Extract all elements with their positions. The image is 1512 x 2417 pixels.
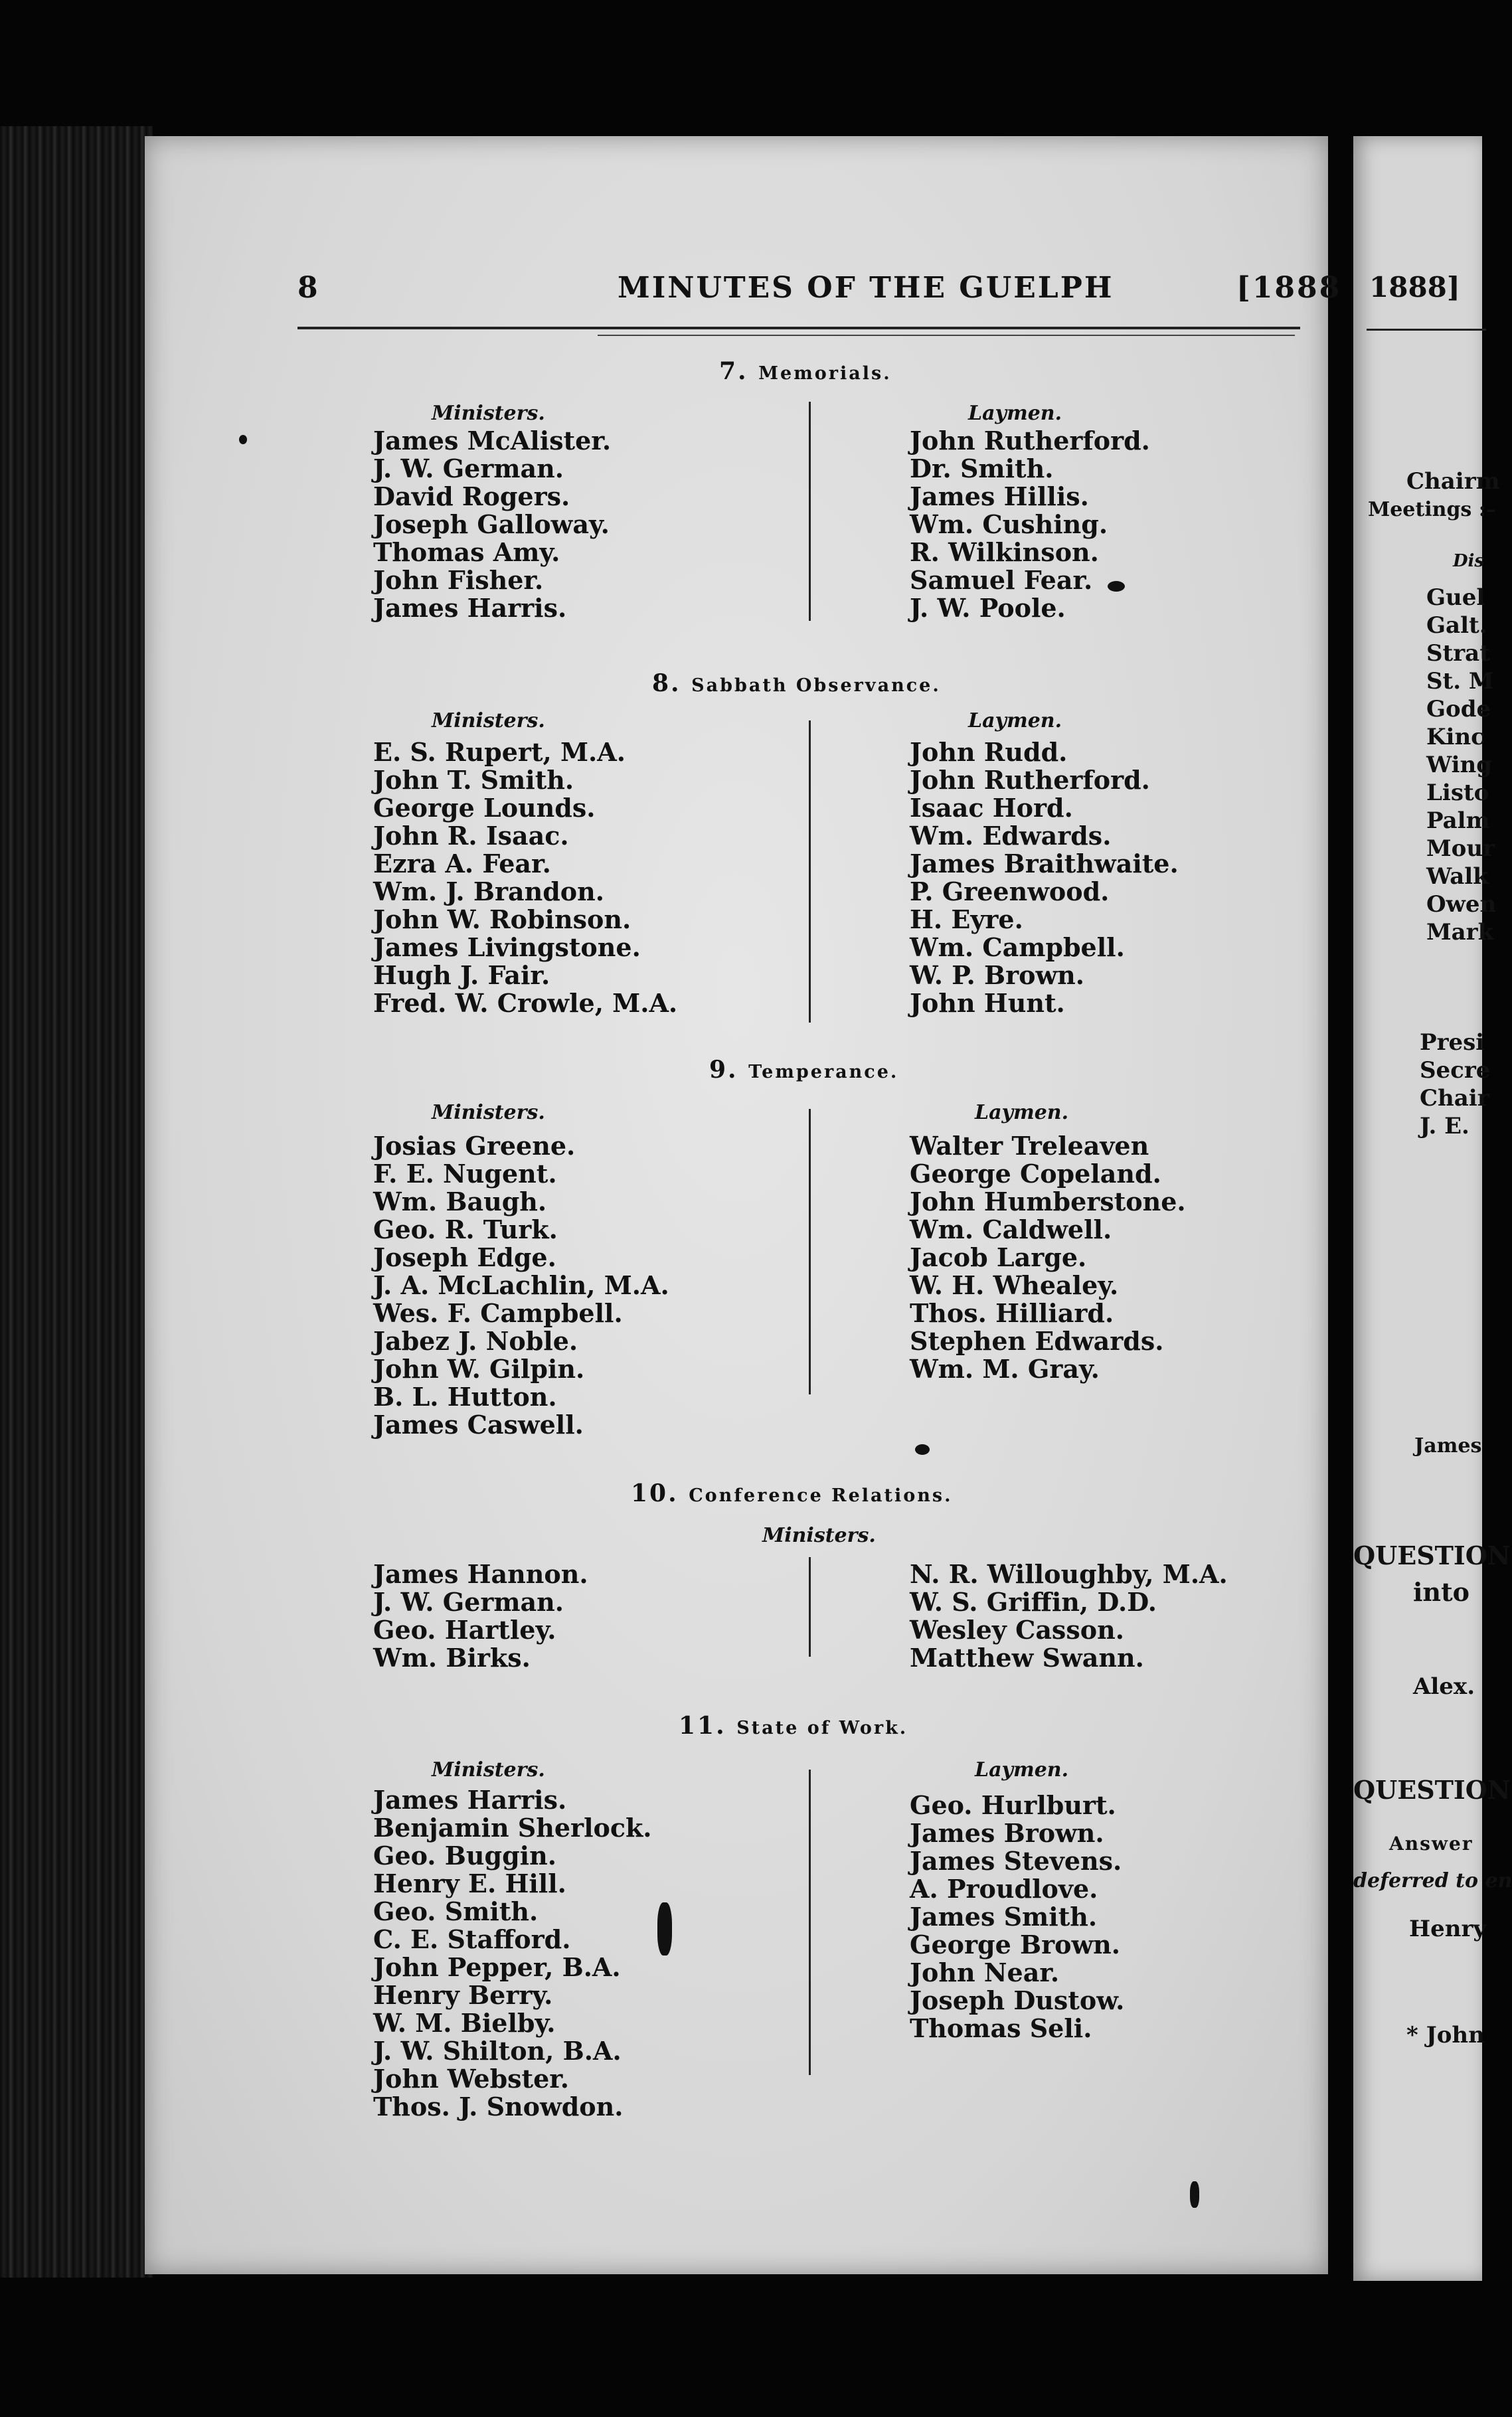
laymen-heading: Laymen.: [968, 402, 1062, 425]
laymen-list: [910, 427, 1150, 622]
list-item: J. W. German.: [373, 1587, 564, 1617]
section-10-title: [631, 1479, 953, 1507]
list-item: John Rudd.: [910, 737, 1068, 767]
laymen-list: [910, 738, 1179, 1017]
section-label: Temperance.: [748, 1062, 899, 1082]
list-item: James Stevens.: [910, 1846, 1122, 1876]
list-item: John W. Robinson.: [373, 904, 631, 934]
list-item: James Smith.: [910, 1902, 1098, 1932]
list-item: Wm. Baugh.: [373, 1187, 547, 1216]
list-item: J. W. German.: [373, 454, 564, 483]
column-divider: [809, 1109, 811, 1394]
ink-speck: [239, 435, 247, 444]
ministers-heading: Ministers.: [432, 709, 545, 732]
page-title: MINUTES OF THE GUELPH: [618, 271, 1114, 305]
list-item: N. R. Willoughby, M.A.: [910, 1559, 1228, 1589]
facing-fragment: Answer: [1389, 1833, 1473, 1855]
facing-fragment: QUESTION: [1353, 1541, 1511, 1570]
facing-fragment: Alex.: [1413, 1673, 1475, 1700]
list-item: Thomas Amy.: [373, 537, 560, 567]
ink-speck: [915, 1444, 930, 1455]
ink-speck: [1190, 2181, 1199, 2208]
list-item: John Webster.: [373, 2064, 570, 2094]
list-item: Henry E. Hill.: [373, 1869, 566, 1898]
section-9-title: [709, 1056, 898, 1084]
list-item: Walter Treleaven: [910, 1131, 1149, 1161]
facing-page: [1353, 136, 1512, 2281]
list-item: Joseph Galloway.: [373, 509, 610, 539]
laymen-heading: Laymen.: [968, 709, 1062, 732]
laymen-list: [910, 1132, 1186, 1383]
list-item: John Pepper, B.A.: [373, 1952, 621, 1982]
list-item: James Hannon.: [373, 1559, 588, 1589]
list-item: George Lounds.: [373, 793, 596, 823]
section-number: 9.: [709, 1056, 738, 1084]
laymen-heading: Laymen.: [975, 1758, 1069, 1782]
list-item: John Rutherford.: [910, 426, 1150, 456]
section-number: 10.: [631, 1479, 679, 1507]
list-item: John Rutherford.: [910, 765, 1150, 795]
section-label: Conference Relations.: [689, 1485, 953, 1506]
list-item: A. Proudlove.: [910, 1874, 1098, 1904]
list-item: James Harris.: [373, 1785, 567, 1815]
facing-fragment: into: [1413, 1577, 1470, 1607]
list-item: Wm. Edwards.: [910, 821, 1112, 851]
list-item: Wm. M. Gray.: [910, 1354, 1100, 1384]
facing-fragment: Listo: [1426, 780, 1489, 806]
ministers-list: [373, 1786, 652, 2121]
list-item: W. M. Bielby.: [373, 2008, 556, 2038]
list-item: John Near.: [910, 1958, 1060, 1987]
facing-fragment: Gode: [1426, 696, 1491, 722]
facing-fragment: James: [1414, 1434, 1482, 1458]
list-item: John W. Gilpin.: [373, 1354, 585, 1384]
page-number: 8: [297, 271, 320, 305]
list-item: C. E. Stafford.: [373, 1924, 571, 1954]
facing-fragment: Meetings :–: [1368, 498, 1496, 521]
list-item: John R. Isaac.: [373, 821, 569, 851]
list-item: Wm. J. Brandon.: [373, 876, 604, 906]
facing-fragment: Strat: [1426, 640, 1490, 667]
ministers-heading: Ministers.: [432, 1101, 545, 1124]
column-divider: [809, 1557, 811, 1657]
facing-fragment: J. E.: [1420, 1113, 1470, 1139]
list-item: Thos. J. Snowdon.: [373, 2092, 624, 2122]
facing-fragment: Henry: [1409, 1916, 1487, 1942]
list-item: E. S. Rupert, M.A.: [373, 737, 626, 767]
facing-fragment: * John: [1406, 2022, 1485, 2048]
section-number: 11.: [679, 1712, 726, 1740]
facing-fragment: Mour: [1426, 835, 1495, 862]
section-11-title: [679, 1712, 908, 1740]
list-item: Isaac Hord.: [910, 793, 1073, 823]
list-item: Geo. Smith.: [373, 1896, 539, 1926]
book-page-edges: [0, 126, 153, 2278]
list-item: James Hillis.: [910, 481, 1089, 511]
ink-speck: [1108, 581, 1125, 592]
list-item: Wesley Casson.: [910, 1615, 1124, 1645]
list-item: Fred. W. Crowle, M.A.: [373, 988, 678, 1018]
list-item: Jabez J. Noble.: [373, 1326, 578, 1356]
list-item: John Hunt.: [910, 988, 1065, 1018]
facing-fragment: Guel: [1426, 584, 1485, 611]
list-item: Wm. Caldwell.: [910, 1214, 1112, 1244]
list-item: Geo. Hurlburt.: [910, 1790, 1116, 1820]
list-item: Wm. Birks.: [373, 1643, 531, 1673]
list-item: R. Wilkinson.: [910, 537, 1099, 567]
ink-blot: [657, 1902, 672, 1956]
column-divider: [809, 720, 811, 1023]
list-item: W. H. Whealey.: [910, 1270, 1119, 1300]
facing-year: 1888]: [1369, 271, 1460, 303]
list-item: James Braithwaite.: [910, 849, 1179, 878]
section-label: Memorials.: [758, 363, 892, 384]
list-item: James Caswell.: [373, 1410, 584, 1440]
ministers-list: [373, 738, 677, 1017]
list-item: Ezra A. Fear.: [373, 849, 551, 878]
list-item: W. P. Brown.: [910, 960, 1085, 990]
list-item: Matthew Swann.: [910, 1643, 1144, 1673]
ministers-list: [373, 427, 611, 622]
facing-fragment: Chair: [1420, 1085, 1489, 1112]
ministers-list: [373, 1132, 669, 1439]
list-item: Henry Berry.: [373, 1980, 553, 2010]
list-item: F. E. Nugent.: [373, 1159, 557, 1189]
facing-fragment: Mark: [1426, 919, 1494, 946]
facing-fragment: deferred to en: [1353, 1869, 1512, 1892]
ministers-list-right: [910, 1560, 1228, 1672]
section-number: 7.: [719, 357, 748, 385]
ministers-list-left: [373, 1560, 588, 1672]
section-8-title: [652, 669, 941, 697]
facing-fragment: QUESTION: [1353, 1775, 1511, 1805]
section-number: 8.: [652, 669, 681, 697]
facing-fragment: Wing: [1426, 752, 1492, 778]
list-item: Josias Greene.: [373, 1131, 576, 1161]
list-item: Wm. Campbell.: [910, 932, 1125, 962]
facing-fragment: Secre: [1420, 1057, 1491, 1084]
facing-fragment: Galt.: [1426, 612, 1487, 639]
list-item: John Humberstone.: [910, 1187, 1186, 1216]
list-item: B. L. Hutton.: [373, 1382, 557, 1412]
header-rule: [297, 327, 1300, 329]
year-bracket: [1888: [1236, 271, 1342, 305]
list-item: Joseph Edge.: [373, 1242, 556, 1272]
list-item: Geo. Buggin.: [373, 1841, 556, 1871]
column-divider: [809, 1770, 811, 2075]
list-item: Dr. Smith.: [910, 454, 1054, 483]
list-item: Thomas Seli.: [910, 2013, 1092, 2043]
list-item: W. S. Griffin, D.D.: [910, 1587, 1157, 1617]
facing-header-rule: [1367, 329, 1486, 331]
facing-fragment: Kinc: [1426, 724, 1485, 750]
list-item: James Livingstone.: [373, 932, 641, 962]
section-7-title: [719, 357, 892, 385]
facing-fragment: Dis: [1453, 551, 1485, 571]
laymen-list: [910, 1792, 1124, 2042]
ministers-heading: Ministers.: [762, 1524, 876, 1547]
column-divider: [809, 402, 811, 621]
list-item: J. W. Shilton, B.A.: [373, 2036, 622, 2066]
list-item: P. Greenwood.: [910, 876, 1110, 906]
facing-fragment: St. M: [1426, 668, 1494, 695]
list-item: James Harris.: [373, 593, 567, 623]
header-rule-thin: [598, 335, 1295, 336]
list-item: Hugh J. Fair.: [373, 960, 550, 990]
list-item: J. W. Poole.: [910, 593, 1066, 623]
list-item: James Brown.: [910, 1818, 1104, 1848]
laymen-heading: Laymen.: [975, 1101, 1069, 1124]
list-item: Stephen Edwards.: [910, 1326, 1164, 1356]
list-item: Geo. Hartley.: [373, 1615, 556, 1645]
list-item: John Fisher.: [373, 565, 544, 595]
list-item: Wm. Cushing.: [910, 509, 1108, 539]
list-item: George Brown.: [910, 1930, 1121, 1959]
list-item: Jacob Large.: [910, 1242, 1087, 1272]
facing-fragment: Owen: [1426, 891, 1497, 918]
list-item: Thos. Hilliard.: [910, 1298, 1114, 1328]
facing-fragment: Palm: [1426, 807, 1490, 834]
list-item: Joseph Dustow.: [910, 1985, 1125, 2015]
list-item: Geo. R. Turk.: [373, 1214, 558, 1244]
list-item: James McAlister.: [373, 426, 612, 456]
facing-fragment: Presi: [1420, 1029, 1485, 1056]
facing-fragment: Chairm: [1406, 468, 1500, 495]
list-item: Wes. F. Campbell.: [373, 1298, 623, 1328]
section-label: Sabbath Observance.: [691, 675, 941, 696]
list-item: Samuel Fear.: [910, 565, 1093, 595]
list-item: John T. Smith.: [373, 765, 574, 795]
ministers-heading: Ministers.: [432, 402, 545, 425]
section-label: State of Work.: [736, 1718, 908, 1738]
list-item: J. A. McLachlin, M.A.: [373, 1270, 669, 1300]
list-item: David Rogers.: [373, 481, 570, 511]
list-item: H. Eyre.: [910, 904, 1023, 934]
facing-fragment: Walk: [1426, 863, 1489, 890]
ministers-heading: Ministers.: [432, 1758, 545, 1782]
list-item: Benjamin Sherlock.: [373, 1813, 652, 1843]
list-item: George Copeland.: [910, 1159, 1161, 1189]
